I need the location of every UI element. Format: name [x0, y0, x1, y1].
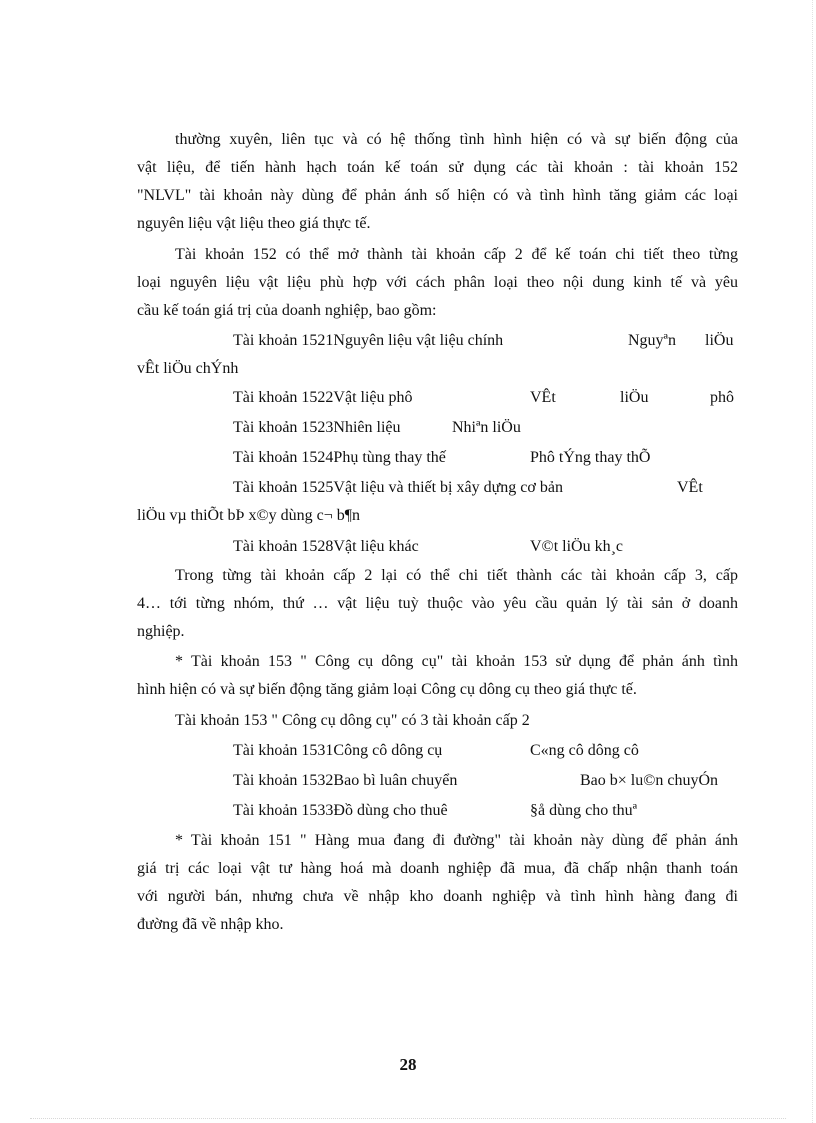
paragraph-line: 4… tới từng nhóm, thứ … vật liệu tuỳ thuộc vào yêu cầu quản lý tài sản ở doanh	[137, 595, 738, 612]
account-1524-label: Tài khoản 1524Phụ tùng thay thế	[233, 449, 446, 466]
paragraph-line: Tài khoản 153 " Công cụ dông cụ" có 3 tài khoản cấp 2	[175, 712, 530, 729]
page-right-divider	[812, 0, 813, 1123]
paragraph-line: Tài khoản 152 có thể mở thành tài khoản cấp 2 để kế toán chi tiết theo từng	[175, 246, 738, 263]
page-number: 28	[399, 1055, 417, 1074]
paragraph-line: nguyên liệu vật liệu theo giá thực tế.	[137, 215, 371, 232]
page-bottom-divider	[30, 1118, 786, 1119]
account-1528-label: Tài khoản 1528Vật liệu khác	[233, 538, 419, 555]
paragraph-line: cầu kế toán giá trị của doanh nghiệp, bao gồm:	[137, 302, 437, 319]
account-1533-label: Tài khoản 1533Đồ dùng cho thuê	[233, 802, 448, 819]
account-1521-garbled: Nguyªn	[628, 332, 676, 349]
paragraph-line: vật liệu, để tiến hành hạch toán kế toán sử dụng các tài khoản : tài khoản 152	[137, 159, 738, 176]
account-1521-wrap: vÊt liÖu chÝnh	[137, 360, 239, 377]
account-1524-garbled: Phô tÝng thay thÕ	[530, 449, 651, 466]
account-1532-label: Tài khoản 1532Bao bì luân chuyển	[233, 772, 458, 789]
paragraph-line: với người bán, nhưng chưa về nhập kho doanh nghiệp và tình hình hàng đang đi	[137, 888, 738, 905]
paragraph-line: giá trị các loại vật tư hàng hoá mà doanh nghiệp đã mua, đã chấp nhận thanh toán	[137, 860, 738, 877]
account-1528-garbled: V©t liÖu kh¸c	[530, 538, 624, 555]
account-1525-wrap: liÖu vµ thiÕt bÞ x©y dùng c¬ b¶n	[137, 507, 360, 524]
account-1531-label: Tài khoản 1531Công cô dông cụ	[233, 742, 443, 759]
account-1522-garbled: VÊt	[530, 389, 556, 406]
account-1522-label: Tài khoản 1522Vật liệu phô	[233, 389, 413, 406]
account-1521-garbled-2: liÖu	[705, 332, 734, 349]
paragraph-line: đường đã về nhập kho.	[137, 916, 284, 933]
paragraph-line: hình hiện có và sự biến động tăng giảm loại Công cụ dông cụ theo giá thực tế.	[137, 681, 637, 698]
paragraph-line: * Tài khoản 151 " Hàng mua đang đi đường" tài khoản này dùng để phản ánh	[175, 832, 738, 849]
account-1522-garbled-3: phô	[710, 389, 734, 406]
account-1533-garbled: §å dùng cho thuª	[530, 802, 638, 819]
account-1532-garbled: Bao b× lu©n chuyÓn	[580, 772, 719, 789]
paragraph-line: Trong từng tài khoản cấp 2 lại có thể chi tiết thành các tài khoản cấp 3, cấp	[175, 567, 738, 584]
account-1525-label: Tài khoản 1525Vật liệu và thiết bị xây dựng cơ bản	[233, 479, 563, 496]
account-1522-garbled-2: liÖu	[620, 389, 649, 406]
account-1531-garbled: C«ng cô dông cô	[530, 742, 639, 759]
paragraph-line: "NLVL" tài khoản này dùng để phản ánh số hiện có và tình hình tăng giảm các loại	[137, 187, 738, 204]
account-1523-label: Tài khoản 1523Nhiên liệu	[233, 419, 401, 436]
paragraph-line: * Tài khoản 153 " Công cụ dông cụ" tài khoản 153 sử dụng để phản ánh tình	[175, 653, 738, 670]
account-1523-garbled: Nhiªn liÖu	[452, 419, 521, 436]
paragraph-line: nghiệp.	[137, 623, 185, 640]
account-1525-garbled: VÊt	[677, 479, 703, 496]
account-1521-label: Tài khoản 1521Nguyên liệu vật liệu chính	[233, 332, 504, 349]
paragraph-line: thường xuyên, liên tục và có hệ thống tình hình hiện có và sự biến động của	[175, 131, 738, 148]
paragraph-line: loại nguyên liệu vật liệu phù hợp với cách phân loại theo nội dung kinh tế và yêu	[137, 274, 738, 291]
